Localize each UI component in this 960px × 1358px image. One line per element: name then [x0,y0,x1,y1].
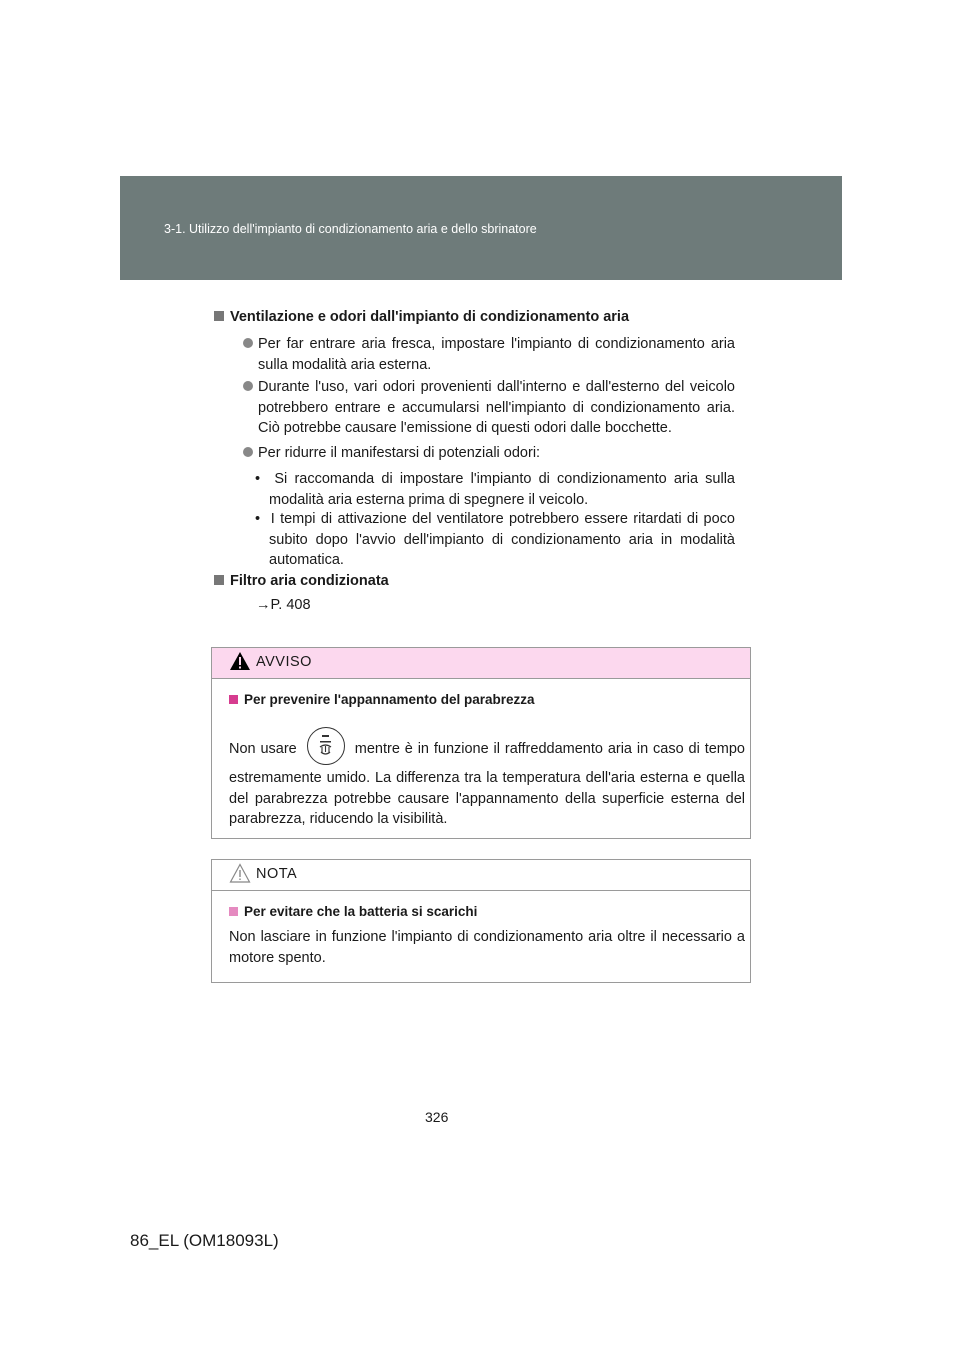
chapter-header-band [120,176,842,280]
note-box-header [212,860,750,891]
bullet-item: Durante l'uso, vari odori provenienti dall'interno e dall'esterno del veicolo potrebbero entrare e accumularsi nell'impianto di condizionamento aria. Ciò potrebbe causare l'emissione di questi odori dalle bocchette. [243,377,735,439]
bullet-item: Per ridurre il manifestarsi di potenziali odori: [243,443,735,464]
chapter-title: 3-1. Utilizzo dell'impianto di condizionamento aria e dello sbrinatore [164,222,537,236]
warning-box-header [212,648,750,679]
square-bullet-icon [214,575,224,585]
square-bullet-icon [229,907,238,916]
note-subtitle: Per evitare che la batteria si scarichi [229,904,477,919]
warning-label: AVVISO [256,654,312,670]
round-bullet-icon [243,447,253,457]
sub-item: • I tempi di attivazione del ventilatore potrebbero essere ritardati di poco subito dopo l'avvio dell'impianto di condizionamento aria in modalità automatica. [255,511,735,568]
front-defroster-button-icon [307,727,345,765]
note-label: NOTA [256,866,298,882]
section-heading-ventilation: Ventilazione e odori dall'impianto di condizionamento aria [214,309,629,325]
warning-triangle-icon [229,651,251,671]
bullet-item: Per far entrare aria fresca, impostare l'impianto di condizionamento aria sulla modalità aria esterna. [243,334,735,375]
round-bullet-icon [243,338,253,348]
document-code: 86_EL (OM18093L) [130,1231,279,1250]
square-bullet-icon [229,695,238,704]
sub-item: • Si raccomanda di impostare l'impianto di condizionamento aria sulla modalità aria esterna prima di spegnere il veicolo. [255,471,735,508]
page-number: 326 [425,1109,449,1125]
caution-triangle-icon [229,863,251,883]
warning-box [211,647,751,839]
section-heading-filter: Filtro aria condizionata [214,573,389,589]
note-box [211,859,751,983]
warning-subtitle: Per prevenire l'appannamento del parabrezza [229,692,535,707]
page-reference-link[interactable]: →P. 408 [256,597,311,613]
note-text: Non lasciare in funzione l'impianto di condizionamento aria oltre il necessario a motore spento. [229,929,745,966]
square-bullet-icon [214,311,224,321]
warning-text: Non usare mentre è in funzione il raffreddamento aria in caso di tempo estremamente umido. La differenza tra la temperatura dell'aria esterna e quella del parabrezza potrebbe causare l'appannamento della superficie esterna del parabrezza, riducendo la visibilità. [229,730,745,830]
round-bullet-icon [243,381,253,391]
